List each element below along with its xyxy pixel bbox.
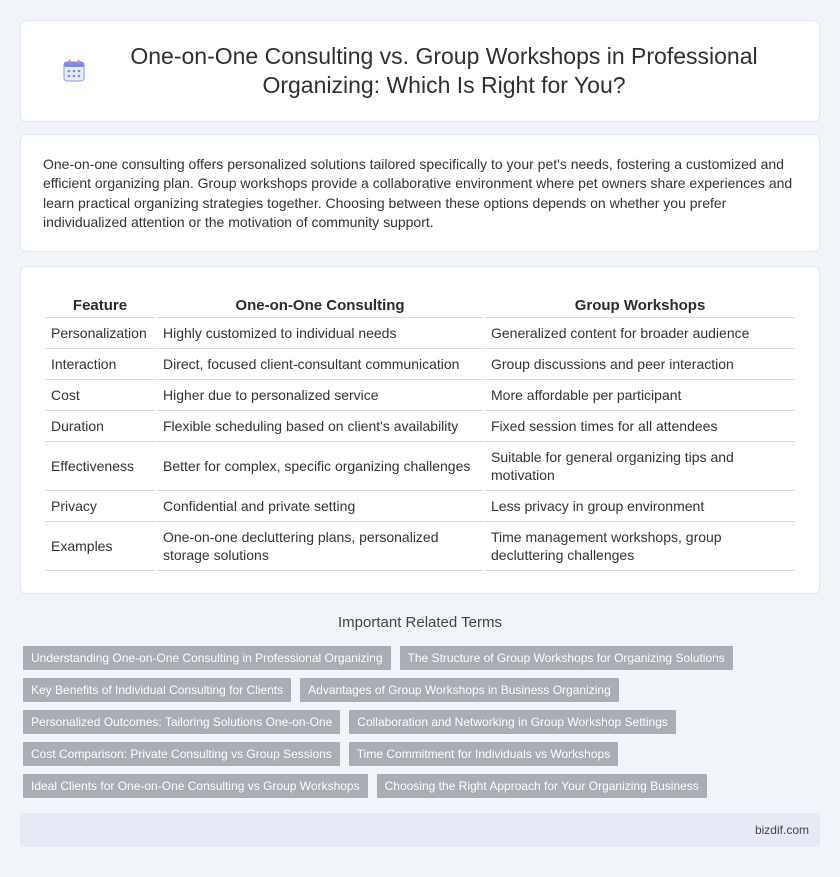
group-cell: Group discussions and peer interaction [485, 349, 795, 380]
related-term-tag[interactable]: Advantages of Group Workshops in Business Organizing [300, 678, 619, 702]
feature-cell: Effectiveness [45, 442, 155, 491]
related-term-tag[interactable]: Collaboration and Networking in Group Workshop Settings [349, 710, 676, 734]
group-cell: Generalized content for broader audience [485, 318, 795, 349]
table-row [45, 491, 795, 522]
related-term-tag[interactable]: Personalized Outcomes: Tailoring Solutions One-on-One [23, 710, 340, 734]
feature-cell: Examples [45, 522, 155, 571]
group-cell: Fixed session times for all attendees [485, 411, 795, 442]
page-title: One-on-One Consulting vs. Group Workshops in Professional Organizing: Which Is Right for You? [130, 43, 758, 98]
table-row [45, 349, 795, 380]
header-group: Group Workshops [485, 293, 795, 318]
comparison-table [43, 293, 797, 571]
group-cell: More affordable per participant [485, 380, 795, 411]
related-term-tag[interactable]: Key Benefits of Individual Consulting for Clients [23, 678, 291, 702]
one-on-one-cell: One-on-one decluttering plans, personalized storage solutions [157, 522, 483, 571]
intro-card [20, 134, 820, 252]
one-on-one-cell: Better for complex, specific organizing challenges [157, 442, 483, 491]
related-term-tag[interactable]: Ideal Clients for One-on-One Consulting vs Group Workshops [23, 774, 368, 798]
table-row [45, 442, 795, 491]
tag-row [23, 710, 823, 734]
footer-brand-link[interactable]: bizdif.com [754, 823, 809, 837]
related-term-tag[interactable]: Time Commitment for Individuals vs Workshops [349, 742, 618, 766]
one-on-one-cell: Highly customized to individual needs [157, 318, 483, 349]
related-term-tag[interactable]: The Structure of Group Workshops for Organizing Solutions [400, 646, 733, 670]
table-row [45, 318, 795, 349]
group-cell: Suitable for general organizing tips and motivation [485, 442, 795, 491]
comparison-card [20, 266, 820, 594]
feature-cell: Duration [45, 411, 155, 442]
feature-cell: Personalization [45, 318, 155, 349]
related-terms-heading: Important Related Terms [338, 614, 502, 631]
tag-row [23, 742, 823, 766]
related-term-tag[interactable]: Understanding One-on-One Consulting in Professional Organizing [23, 646, 391, 670]
header-card [20, 20, 820, 122]
group-cell: Time management workshops, group decluttering challenges [485, 522, 795, 571]
table-row [45, 522, 795, 571]
footer [20, 813, 820, 847]
one-on-one-cell: Direct, focused client-consultant communication [157, 349, 483, 380]
related-terms-list [23, 646, 823, 806]
related-term-tag[interactable]: Cost Comparison: Private Consulting vs Group Sessions [23, 742, 340, 766]
one-on-one-cell: Higher due to personalized service [157, 380, 483, 411]
table-row [45, 411, 795, 442]
tag-row [23, 678, 823, 702]
header-one-on-one: One-on-One Consulting [157, 293, 483, 318]
related-term-tag[interactable]: Choosing the Right Approach for Your Organizing Business [377, 774, 707, 798]
tag-row [23, 646, 823, 670]
feature-cell: Cost [45, 380, 155, 411]
intro-paragraph: One-on-one consulting offers personalized solutions tailored specifically to your pet's needs, fostering a customized and efficient organizing plan. Group workshops provide a collaborative environment where pet owners share experiences and learn practical organizing strategies together. Choosing between these options depends on whether you prefer individualized attention or the motivation of community support. [43, 156, 793, 231]
one-on-one-cell: Confidential and private setting [157, 491, 483, 522]
calendar-icon [61, 58, 87, 84]
header-feature: Feature [45, 293, 155, 318]
feature-cell: Privacy [45, 491, 155, 522]
group-cell: Less privacy in group environment [485, 491, 795, 522]
tag-row [23, 774, 823, 798]
table-row [45, 380, 795, 411]
one-on-one-cell: Flexible scheduling based on client's availability [157, 411, 483, 442]
table-header-row [45, 293, 795, 318]
feature-cell: Interaction [45, 349, 155, 380]
